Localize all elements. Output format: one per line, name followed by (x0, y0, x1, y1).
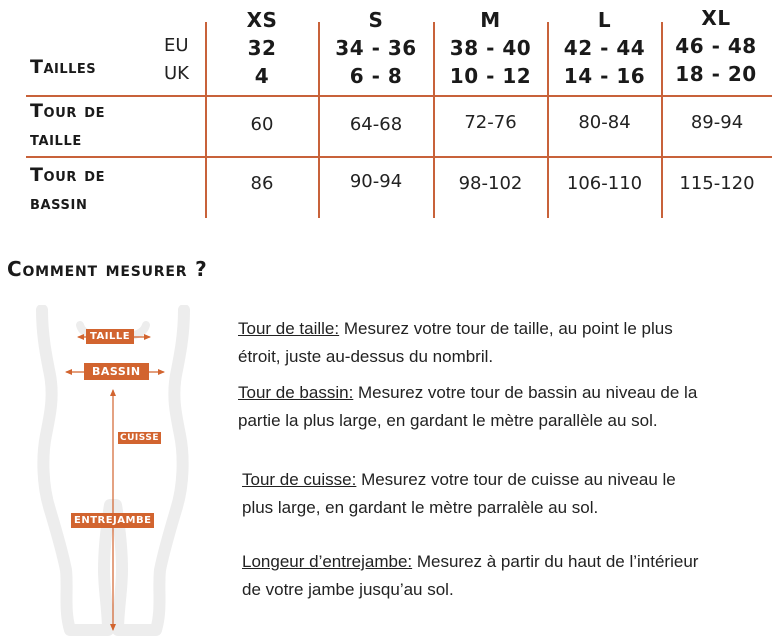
table-cell: 64-68 (349, 114, 403, 135)
size-column-m (434, 6, 547, 90)
size-letter: XS (246, 8, 278, 32)
term: Tour de bassin: (238, 383, 354, 402)
row-divider (26, 95, 772, 97)
table-cell: 98-102 (458, 173, 523, 194)
size-uk: 6 - 8 (349, 64, 403, 88)
table-cell: 80-84 (578, 112, 631, 133)
size-letter: XL (701, 6, 731, 30)
body-silhouette-icon (20, 305, 210, 640)
row-divider (26, 156, 772, 158)
table-cell: 60 (250, 114, 274, 135)
size-eu: 34 - 36 (335, 36, 417, 60)
table-cell: 72-76 (464, 112, 517, 133)
instruction-bassin: Tour de bassin: Mesurez votre tour de bassin au niveau de la partie la plus large, en gardant le mètre parallèle au sol. (238, 383, 698, 430)
table-cell: 115-120 (679, 173, 755, 194)
row-label-taille: Tour de taille (30, 100, 106, 150)
term: Longeur d’entrejambe: (242, 552, 413, 571)
size-eu: 32 (247, 36, 277, 60)
table-cell: 89-94 (690, 112, 744, 133)
tailles-label: Tailles (30, 56, 97, 78)
eu-label: EU (164, 35, 189, 56)
tag-bassin: BASSIN (84, 363, 149, 380)
body-figure (20, 305, 210, 640)
size-column-l (548, 6, 661, 90)
size-uk: 4 (254, 64, 270, 88)
size-eu: 38 - 40 (449, 36, 532, 60)
size-uk: 18 - 20 (675, 62, 757, 86)
size-column-xl (662, 4, 770, 88)
size-letter: M (480, 8, 501, 32)
size-eu: 46 - 48 (675, 34, 757, 58)
size-uk: 10 - 12 (449, 64, 532, 88)
size-column-xs (206, 6, 318, 90)
table-cell: 86 (250, 173, 274, 194)
size-letter: S (368, 8, 384, 32)
instruction-entrejambe: Longeur d’entrejambe: Mesurez à partir du haut de l’intérieur de votre jambe jusqu’au sol. (242, 552, 699, 599)
row-label-bassin: Tour de bassin (30, 164, 106, 214)
table-cell: 90-94 (349, 171, 403, 192)
instruction-taille: Tour de taille: Mesurez votre tour de taille, au point le plus étroit, juste au-dessus du nombril. (238, 319, 673, 366)
term: Tour de taille: (238, 319, 340, 338)
tag-cuisse: CUISSE (120, 433, 159, 443)
size-column-s (319, 6, 433, 90)
size-uk: 14 - 16 (563, 64, 646, 88)
tag-entrejambe: ENTREJAMBE (71, 513, 154, 528)
size-letter: L (597, 8, 612, 32)
term: Tour de cuisse: (242, 470, 357, 489)
section-title: Comment mesurer ? (7, 257, 208, 281)
size-eu: 42 - 44 (563, 36, 646, 60)
table-cell: 106-110 (566, 173, 643, 194)
uk-label: UK (164, 63, 189, 84)
tag-taille: TAILLE (86, 329, 134, 344)
instruction-cuisse: Tour de cuisse: Mesurez votre tour de cuisse au niveau le plus large, en gardant le mètre parralèle au sol. (242, 470, 676, 517)
